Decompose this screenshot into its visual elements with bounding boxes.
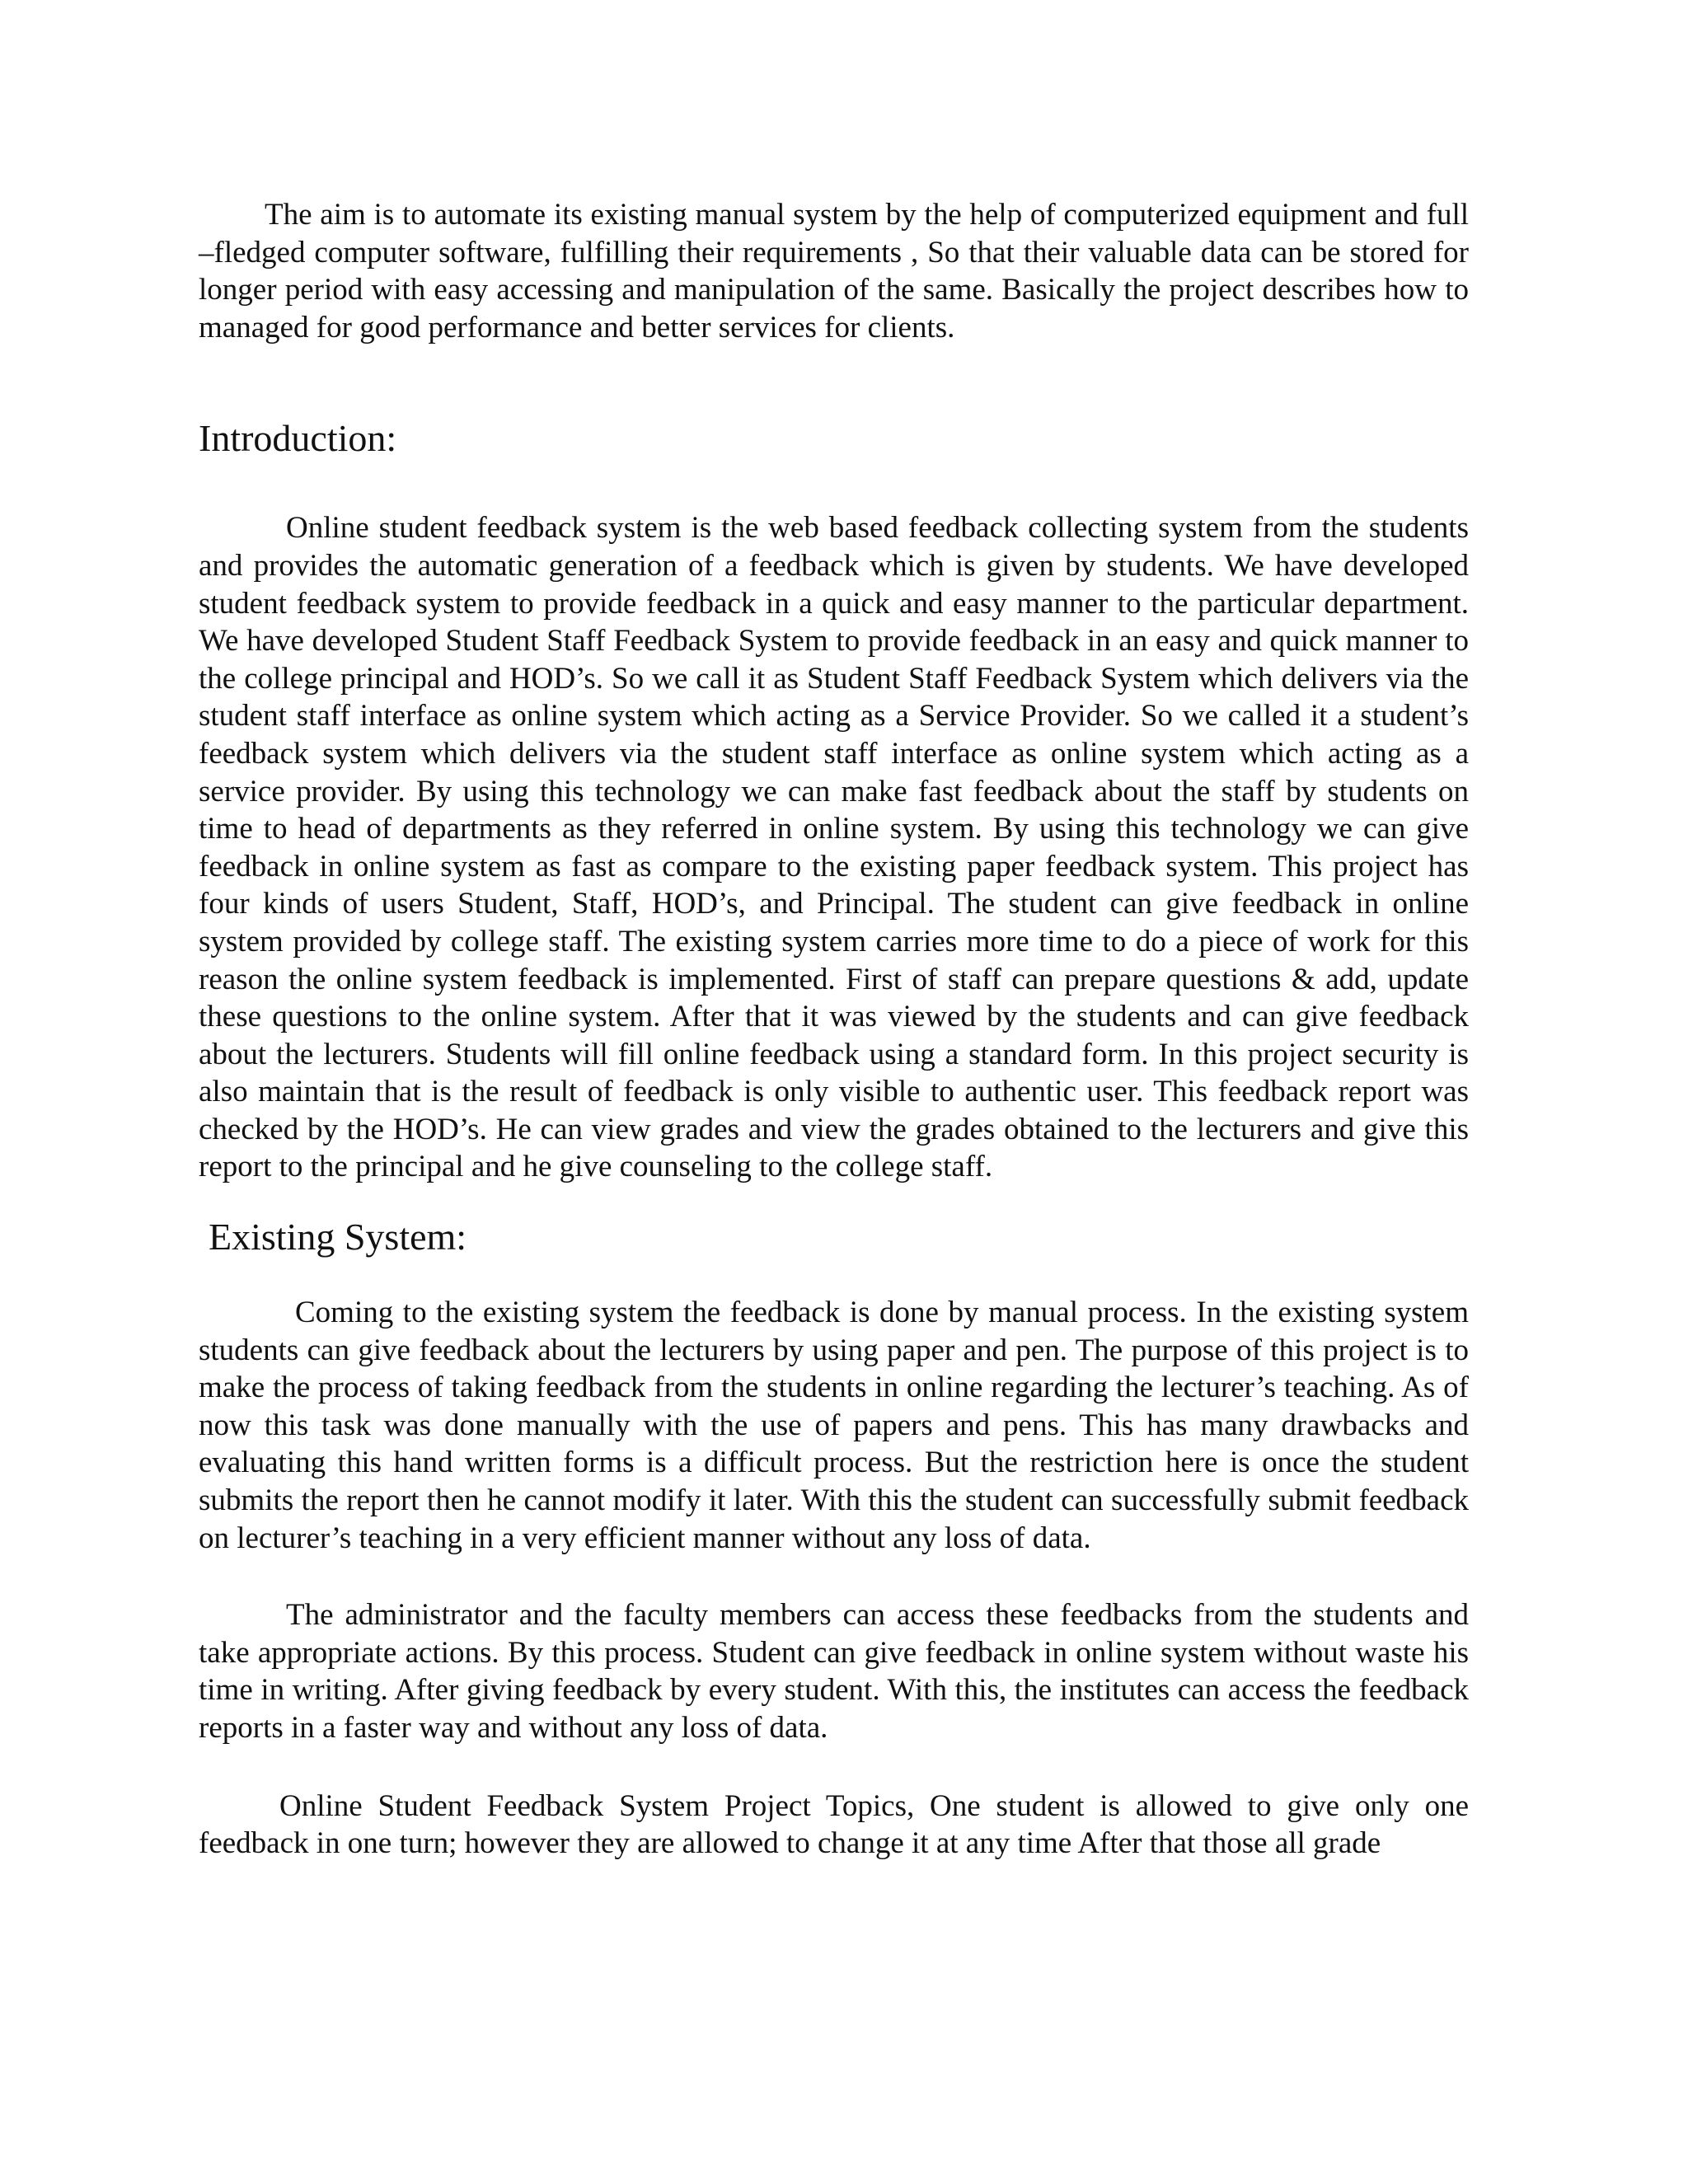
introduction-heading: Introduction: xyxy=(199,417,397,460)
introduction-paragraph: Online student feedback system is the web based feedback collecting system from the students and provides the automatic generation of a feedback which is given by students. We have developed student feedback system to provide feedback in a quick and easy manner to the particular department. We have developed Student Staff Feedback System to provide feedback in an easy and quick manner to the college principal and HOD’s. So we call it as Student Staff Feedback System which delivers via the student staff interface as online system which acting as a Service Provider. So we called it a student’s feedback system which delivers via the student staff interface as online system which acting as a service provider. By using this technology we can make fast feedback about the staff by students on time to head of departments as they referred in online system. By using this technology we can give feedback in online system as fast as compare to the existing paper feedback system. This project has four kinds of users Student, Staff, HOD’s, and Principal. The student can give feedback in online system provided by college staff. The existing system carries more time to do a piece of work for this reason the online system feedback is implemented. First of staff can prepare questions & add, update these questions to the online system. After that it was viewed by the students and can give feedback about the lecturers. Students will fill online feedback using a standard form. In this project security is also maintain that is the result of feedback is only visible to authentic user. This feedback report was checked by the HOD’s. He can view grades and view the grades obtained to the lecturers and give this report to the principal and he give counseling to the college staff. xyxy=(199,511,1469,1184)
project-topics-paragraph: Online Student Feedback System Project Topics, One student is allowed to give only one feedback in one turn; however they are allowed to change it at any time After that those all grade xyxy=(199,1788,1469,1861)
administrator-paragraph: The administrator and the faculty members can access these feedbacks from the students and take appropriate actions. By this process. Student can give feedback in online system without waste his time in writing. After giving feedback by every student. With this, the institutes can access the feedback reports in a faster way and without any loss of data. xyxy=(199,1598,1469,1745)
existing-system-heading: Existing System: xyxy=(209,1216,467,1258)
document-page xyxy=(199,196,1469,1863)
aim-paragraph: The aim is to automate its existing manual system by the help of computerized equipment and full –fledged computer software, fulfilling their requirements , So that their valuable data can be stored for longer period with easy accessing and manipulation of the same. Basically the project describes how to managed for good performance and better services for clients. xyxy=(199,198,1469,344)
existing-system-paragraph: Coming to the existing system the feedback is done by manual process. In the existing system students can give feedback about the lecturers by using paper and pen. The purpose of this project is to make the process of taking feedback from the students in online regarding the lecturer’s teaching. As of now this task was done manually with the use of papers and pens. This has many drawbacks and evaluating this hand written forms is a difficult process. But the restriction here is once the student submits the report then he cannot modify it later. With this the student can successfully submit feedback on lecturer’s teaching in a very efficient manner without any loss of data. xyxy=(199,1296,1469,1555)
